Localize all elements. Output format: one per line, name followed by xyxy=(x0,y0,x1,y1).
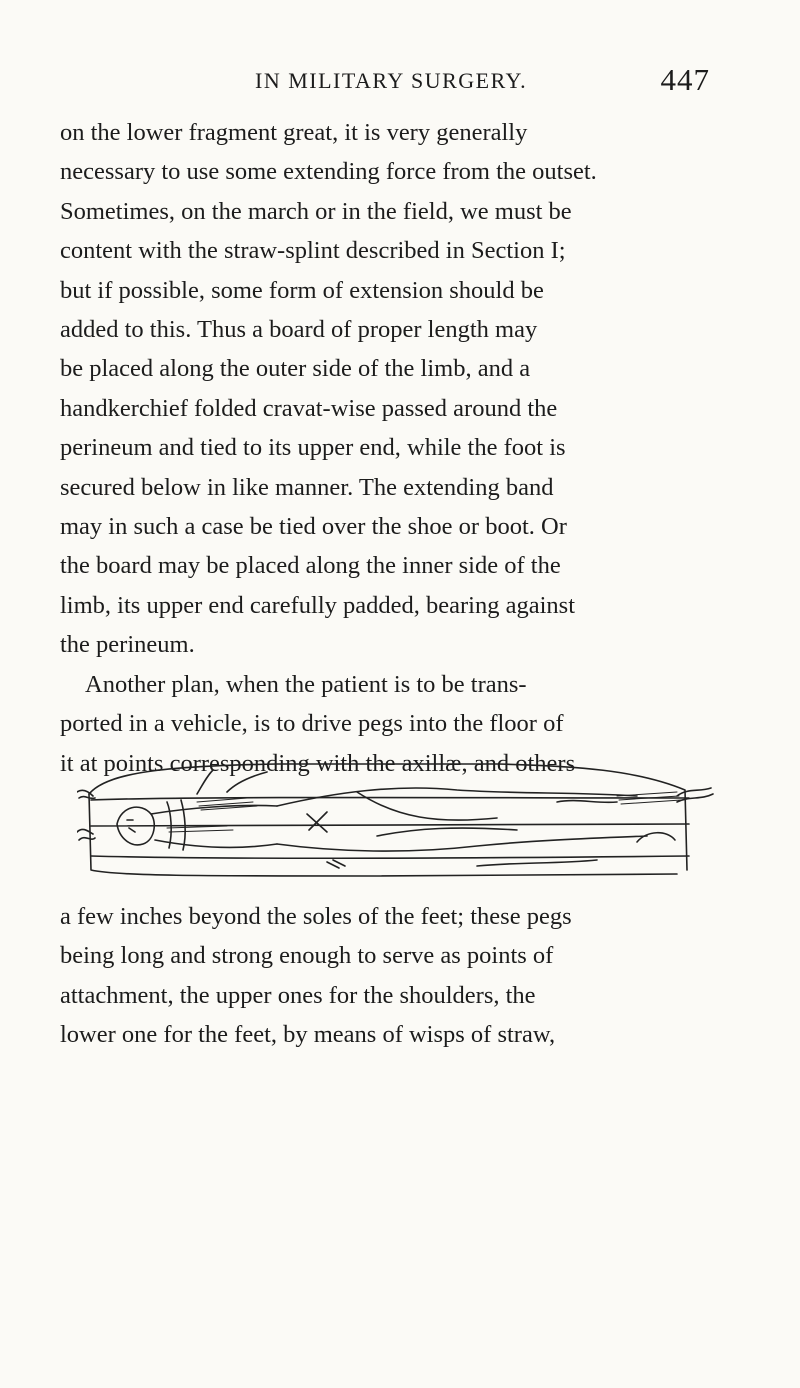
text-line: necessary to use some extending force from the outset. xyxy=(60,158,597,186)
running-head xyxy=(60,62,710,102)
text-line: content with the straw-splint described in Section I; xyxy=(60,237,566,265)
text-line: added to this. Thus a board of proper length may xyxy=(60,316,538,344)
engraving-figure xyxy=(77,762,715,877)
body-text-lower xyxy=(60,897,714,1055)
text-line: it at points corresponding with the axillæ, and others xyxy=(60,749,576,777)
text-line: attachment, the upper ones for the shoulders, the xyxy=(60,981,536,1009)
body-text-upper xyxy=(60,113,714,783)
text-line: ported in a vehicle, is to drive pegs into the floor of xyxy=(60,710,564,738)
text-line: on the lower fragment great, it is very generally xyxy=(60,119,528,146)
paragraph-1 xyxy=(60,113,714,665)
text-line: but if possible, some form of extension should be xyxy=(60,276,544,304)
paragraph-3 xyxy=(60,897,714,1055)
text-line: lower one for the feet, by means of wisps of straw, xyxy=(60,1021,556,1049)
text-line: the perineum. xyxy=(60,631,195,659)
text-line: a few inches beyond the soles of the feet; these pegs xyxy=(60,903,572,930)
text-line: being long and strong enough to serve as points of xyxy=(60,942,554,970)
text-line: Sometimes, on the march or in the field, we must be xyxy=(60,197,572,225)
text-line: limb, its upper end carefully padded, bearing against xyxy=(60,591,576,619)
page-number: 447 xyxy=(660,62,710,97)
text-line: perineum and tied to its upper end, while the foot is xyxy=(60,434,566,462)
text-line: be placed along the outer side of the limb, and a xyxy=(60,355,531,383)
text-line: Another plan, when the patient is to be trans- xyxy=(85,670,527,698)
text-line: handkerchief folded cravat-wise passed around the xyxy=(60,394,558,422)
text-line: the board may be placed along the inner side of the xyxy=(60,552,561,580)
patient-in-wagon-engraving-icon xyxy=(77,762,715,877)
text-line: may in such a case be tied over the shoe or boot. Or xyxy=(60,513,567,541)
text-line: secured below in like manner. The extending band xyxy=(60,473,554,501)
running-title: IN MILITARY SURGERY. xyxy=(255,68,528,93)
